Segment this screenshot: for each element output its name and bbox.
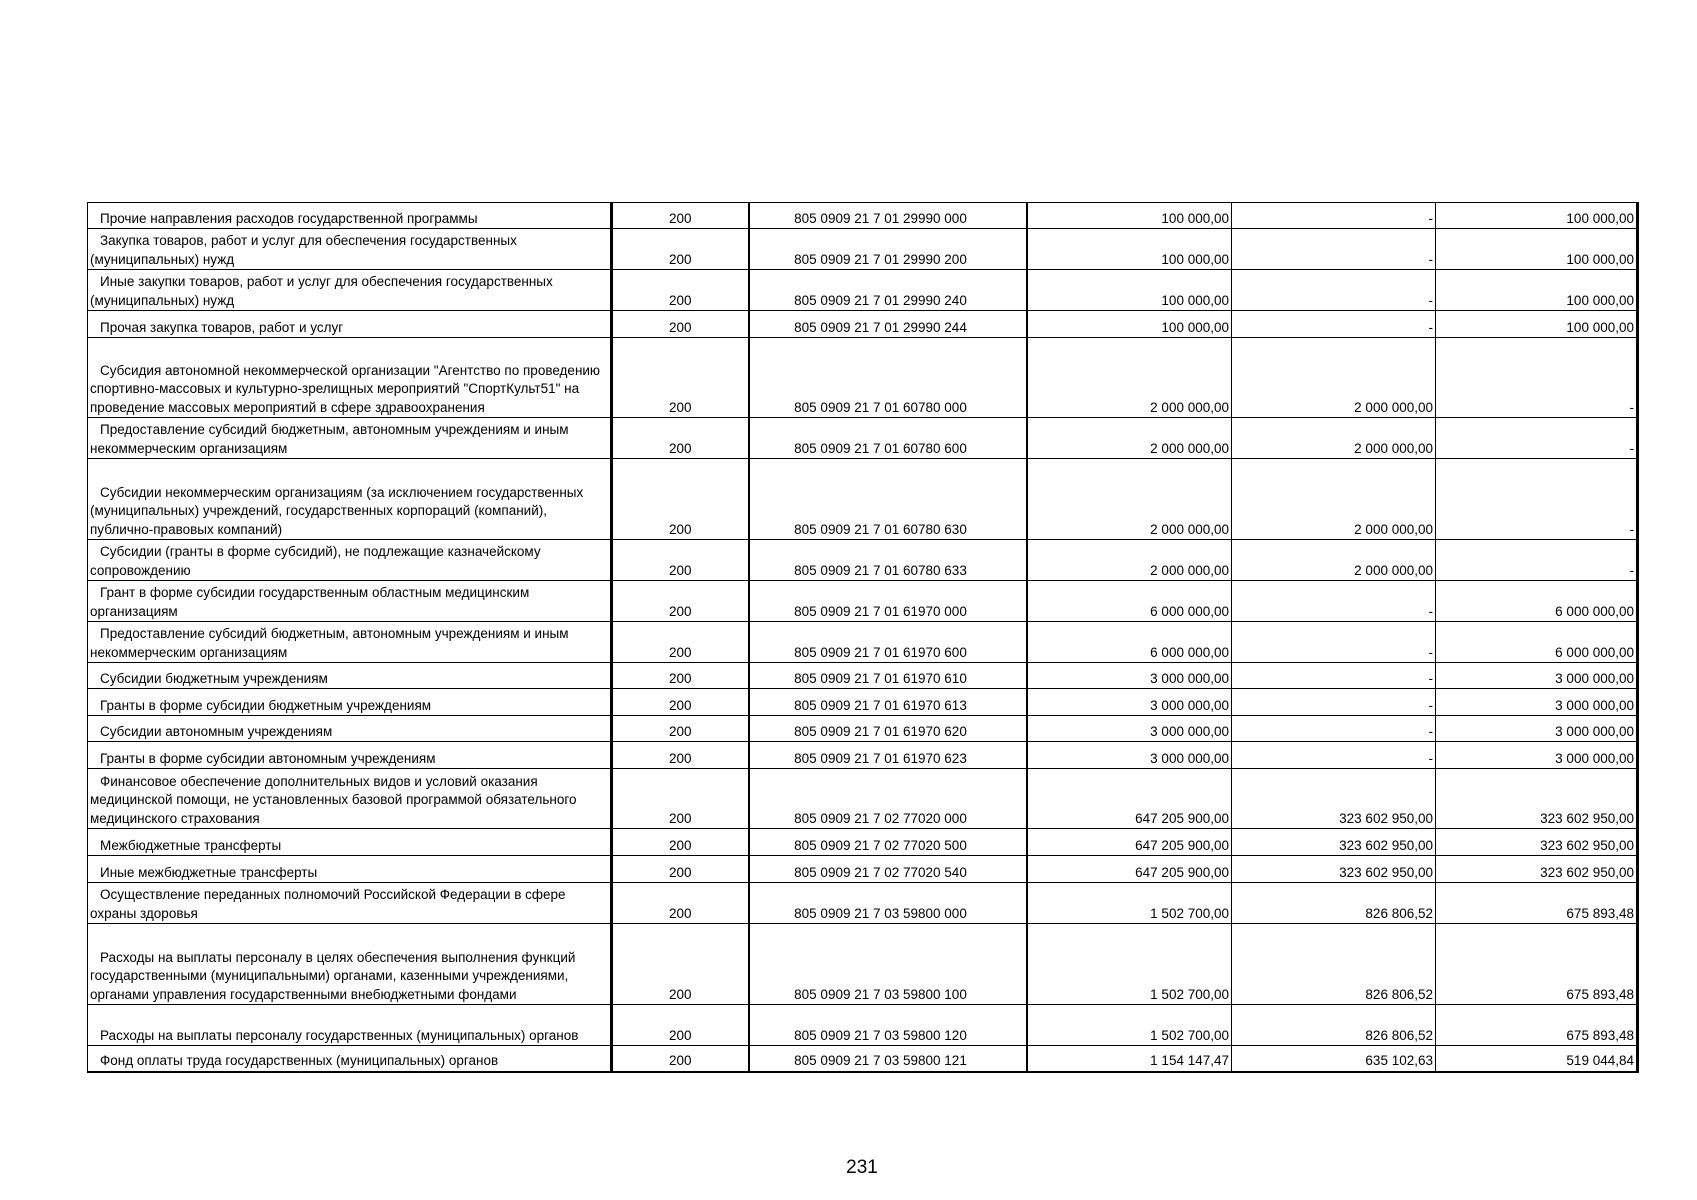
row-budget-code-cell: 805 0909 21 7 02 77020 500 [749,829,1027,856]
row-name-cell: Межбюджетные трансферты [88,829,612,856]
row-budget-code-cell: 805 0909 21 7 01 60780 000 [749,338,1027,418]
row-name-cell: Субсидии некоммерческим организациям (за исключением государственных (муниципальных) учреждений, государственных корпораций (компаний), публично-правовых компаний) [88,459,612,540]
row-executed-cell: 323 602 950,00 [1232,856,1436,883]
row-line-code-cell: 200 [612,459,749,540]
row-executed-cell: - [1232,622,1436,663]
row-budget-code-cell: 805 0909 21 7 01 29990 244 [749,311,1027,338]
table-row [88,769,1638,829]
row-executed-cell: - [1232,689,1436,716]
table-row [88,856,1638,883]
row-approved-cell: 100 000,00 [1027,270,1232,311]
table-row [88,581,1638,622]
row-executed-cell: - [1232,311,1436,338]
row-name-cell: Прочие направления расходов государственной программы [88,203,612,229]
table-row [88,229,1638,270]
row-budget-code-cell: 805 0909 21 7 01 61970 610 [749,663,1027,689]
row-approved-cell: 647 205 900,00 [1027,769,1232,829]
table-row [88,829,1638,856]
row-name-cell: Субсидии автономным учреждениям [88,716,612,742]
row-name-cell: Гранты в форме субсидии бюджетным учреждениям [88,689,612,716]
row-unexecuted-cell: - [1436,418,1638,459]
row-line-code-cell: 200 [612,622,749,663]
table-body [88,203,1638,1072]
row-line-code-cell: 200 [612,883,749,924]
row-executed-cell: 2 000 000,00 [1232,540,1436,581]
table-row [88,540,1638,581]
row-name-cell: Предоставление субсидий бюджетным, автономным учреждениям и иным некоммерческим организациям [88,418,612,459]
row-executed-cell: 323 602 950,00 [1232,769,1436,829]
row-name-cell: Иные закупки товаров, работ и услуг для обеспечения государственных (муниципальных) нужд [88,270,612,311]
row-line-code-cell: 200 [612,924,749,1005]
row-unexecuted-cell: - [1436,540,1638,581]
row-line-code-cell: 200 [612,229,749,270]
row-name-cell: Расходы на выплаты персоналу государственных (муниципальных) органов [88,1005,612,1046]
row-name-cell: Предоставление субсидий бюджетным, автономным учреждениям и иным некоммерческим организациям [88,622,612,663]
row-budget-code-cell: 805 0909 21 7 01 60780 630 [749,459,1027,540]
row-approved-cell: 1 502 700,00 [1027,924,1232,1005]
table-row [88,418,1638,459]
table-row [88,622,1638,663]
row-budget-code-cell: 805 0909 21 7 02 77020 000 [749,769,1027,829]
row-name-cell: Расходы на выплаты персоналу в целях обеспечения выполнения функций государственными (муниципальными) органами, казенными учреждениями, органами управления государственными внебюджетными фондами [88,924,612,1005]
row-budget-code-cell: 805 0909 21 7 03 59800 100 [749,924,1027,1005]
row-budget-code-cell: 805 0909 21 7 03 59800 000 [749,883,1027,924]
table-row [88,311,1638,338]
row-unexecuted-cell: 519 044,84 [1436,1046,1638,1072]
row-approved-cell: 2 000 000,00 [1027,540,1232,581]
table-row [88,663,1638,689]
table-row [88,338,1638,418]
row-executed-cell: 2 000 000,00 [1232,338,1436,418]
row-line-code-cell: 200 [612,1005,749,1046]
row-line-code-cell: 200 [612,418,749,459]
row-line-code-cell: 200 [612,311,749,338]
row-approved-cell: 647 205 900,00 [1027,829,1232,856]
row-line-code-cell: 200 [612,203,749,229]
row-budget-code-cell: 805 0909 21 7 01 61970 620 [749,716,1027,742]
row-executed-cell: - [1232,742,1436,769]
row-budget-code-cell: 805 0909 21 7 01 29990 200 [749,229,1027,270]
row-budget-code-cell: 805 0909 21 7 03 59800 120 [749,1005,1027,1046]
row-executed-cell: - [1232,716,1436,742]
row-approved-cell: 1 154 147,47 [1027,1046,1232,1072]
row-name-cell: Фонд оплаты труда государственных (муниципальных) органов [88,1046,612,1072]
row-approved-cell: 2 000 000,00 [1027,418,1232,459]
row-line-code-cell: 200 [612,716,749,742]
row-unexecuted-cell: 6 000 000,00 [1436,622,1638,663]
row-executed-cell: 635 102,63 [1232,1046,1436,1072]
row-executed-cell: 323 602 950,00 [1232,829,1436,856]
row-executed-cell: 826 806,52 [1232,1005,1436,1046]
row-budget-code-cell: 805 0909 21 7 01 61970 600 [749,622,1027,663]
row-line-code-cell: 200 [612,856,749,883]
row-unexecuted-cell: 3 000 000,00 [1436,663,1638,689]
row-approved-cell: 6 000 000,00 [1027,622,1232,663]
row-approved-cell: 3 000 000,00 [1027,663,1232,689]
row-unexecuted-cell: 6 000 000,00 [1436,581,1638,622]
row-approved-cell: 100 000,00 [1027,311,1232,338]
row-executed-cell: - [1232,203,1436,229]
row-budget-code-cell: 805 0909 21 7 02 77020 540 [749,856,1027,883]
row-approved-cell: 3 000 000,00 [1027,689,1232,716]
row-unexecuted-cell: 323 602 950,00 [1436,856,1638,883]
row-unexecuted-cell: 3 000 000,00 [1436,689,1638,716]
row-budget-code-cell: 805 0909 21 7 01 60780 633 [749,540,1027,581]
row-unexecuted-cell: 100 000,00 [1436,229,1638,270]
row-unexecuted-cell: 100 000,00 [1436,270,1638,311]
row-name-cell: Иные межбюджетные трансферты [88,856,612,883]
row-name-cell: Осуществление переданных полномочий Российской Федерации в сфере охраны здоровья [88,883,612,924]
row-executed-cell: - [1232,229,1436,270]
row-approved-cell: 2 000 000,00 [1027,459,1232,540]
row-executed-cell: 2 000 000,00 [1232,418,1436,459]
row-unexecuted-cell: - [1436,338,1638,418]
row-name-cell: Грант в форме субсидии государственным областным медицинским организациям [88,581,612,622]
row-line-code-cell: 200 [612,540,749,581]
row-name-cell: Гранты в форме субсидии автономным учреждениям [88,742,612,769]
row-budget-code-cell: 805 0909 21 7 01 29990 000 [749,203,1027,229]
table-row [88,742,1638,769]
row-name-cell: Субсидии (гранты в форме субсидий), не подлежащие казначейскому сопровождению [88,540,612,581]
row-name-cell: Прочая закупка товаров, работ и услуг [88,311,612,338]
row-unexecuted-cell: 100 000,00 [1436,203,1638,229]
row-line-code-cell: 200 [612,829,749,856]
row-name-cell: Закупка товаров, работ и услуг для обеспечения государственных (муниципальных) нужд [88,229,612,270]
row-budget-code-cell: 805 0909 21 7 01 60780 600 [749,418,1027,459]
row-executed-cell: 826 806,52 [1232,883,1436,924]
table-row [88,883,1638,924]
table-row [88,924,1638,1005]
row-unexecuted-cell: 675 893,48 [1436,883,1638,924]
row-line-code-cell: 200 [612,689,749,716]
budget-execution-table [87,202,1639,1073]
table-row [88,270,1638,311]
row-line-code-cell: 200 [612,581,749,622]
page-number: 231 [846,1157,878,1178]
row-budget-code-cell: 805 0909 21 7 01 61970 000 [749,581,1027,622]
row-line-code-cell: 200 [612,338,749,418]
row-unexecuted-cell: 3 000 000,00 [1436,716,1638,742]
row-executed-cell: 826 806,52 [1232,924,1436,1005]
row-name-cell: Финансовое обеспечение дополнительных видов и условий оказания медицинской помощи, не установленных базовой программой обязательного медицинского страхования [88,769,612,829]
table-row [88,459,1638,540]
table-row [88,203,1638,229]
row-budget-code-cell: 805 0909 21 7 01 61970 613 [749,689,1027,716]
row-unexecuted-cell: 675 893,48 [1436,924,1638,1005]
row-unexecuted-cell: 323 602 950,00 [1436,769,1638,829]
table-row [88,716,1638,742]
row-budget-code-cell: 805 0909 21 7 01 61970 623 [749,742,1027,769]
row-line-code-cell: 200 [612,769,749,829]
row-unexecuted-cell: 100 000,00 [1436,311,1638,338]
row-line-code-cell: 200 [612,663,749,689]
row-executed-cell: - [1232,270,1436,311]
table-row [88,689,1638,716]
row-approved-cell: 100 000,00 [1027,203,1232,229]
row-approved-cell: 1 502 700,00 [1027,1005,1232,1046]
row-line-code-cell: 200 [612,270,749,311]
row-approved-cell: 100 000,00 [1027,229,1232,270]
table-row [88,1046,1638,1072]
row-approved-cell: 3 000 000,00 [1027,716,1232,742]
row-approved-cell: 1 502 700,00 [1027,883,1232,924]
row-budget-code-cell: 805 0909 21 7 03 59800 121 [749,1046,1027,1072]
row-unexecuted-cell: 3 000 000,00 [1436,742,1638,769]
row-unexecuted-cell: 675 893,48 [1436,1005,1638,1046]
row-budget-code-cell: 805 0909 21 7 01 29990 240 [749,270,1027,311]
row-line-code-cell: 200 [612,742,749,769]
row-name-cell: Субсидия автономной некоммерческой организации "Агентство по проведению спортивно-массовых и культурно-зрелищных мероприятий "СпортКульт51" на проведение массовых мероприятий в сфере здравоохранения [88,338,612,418]
row-line-code-cell: 200 [612,1046,749,1072]
row-executed-cell: 2 000 000,00 [1232,459,1436,540]
row-unexecuted-cell: - [1436,459,1638,540]
row-unexecuted-cell: 323 602 950,00 [1436,829,1638,856]
row-approved-cell: 3 000 000,00 [1027,742,1232,769]
row-executed-cell: - [1232,663,1436,689]
table-row [88,1005,1638,1046]
row-approved-cell: 647 205 900,00 [1027,856,1232,883]
row-name-cell: Субсидии бюджетным учреждениям [88,663,612,689]
row-executed-cell: - [1232,581,1436,622]
row-approved-cell: 6 000 000,00 [1027,581,1232,622]
row-approved-cell: 2 000 000,00 [1027,338,1232,418]
